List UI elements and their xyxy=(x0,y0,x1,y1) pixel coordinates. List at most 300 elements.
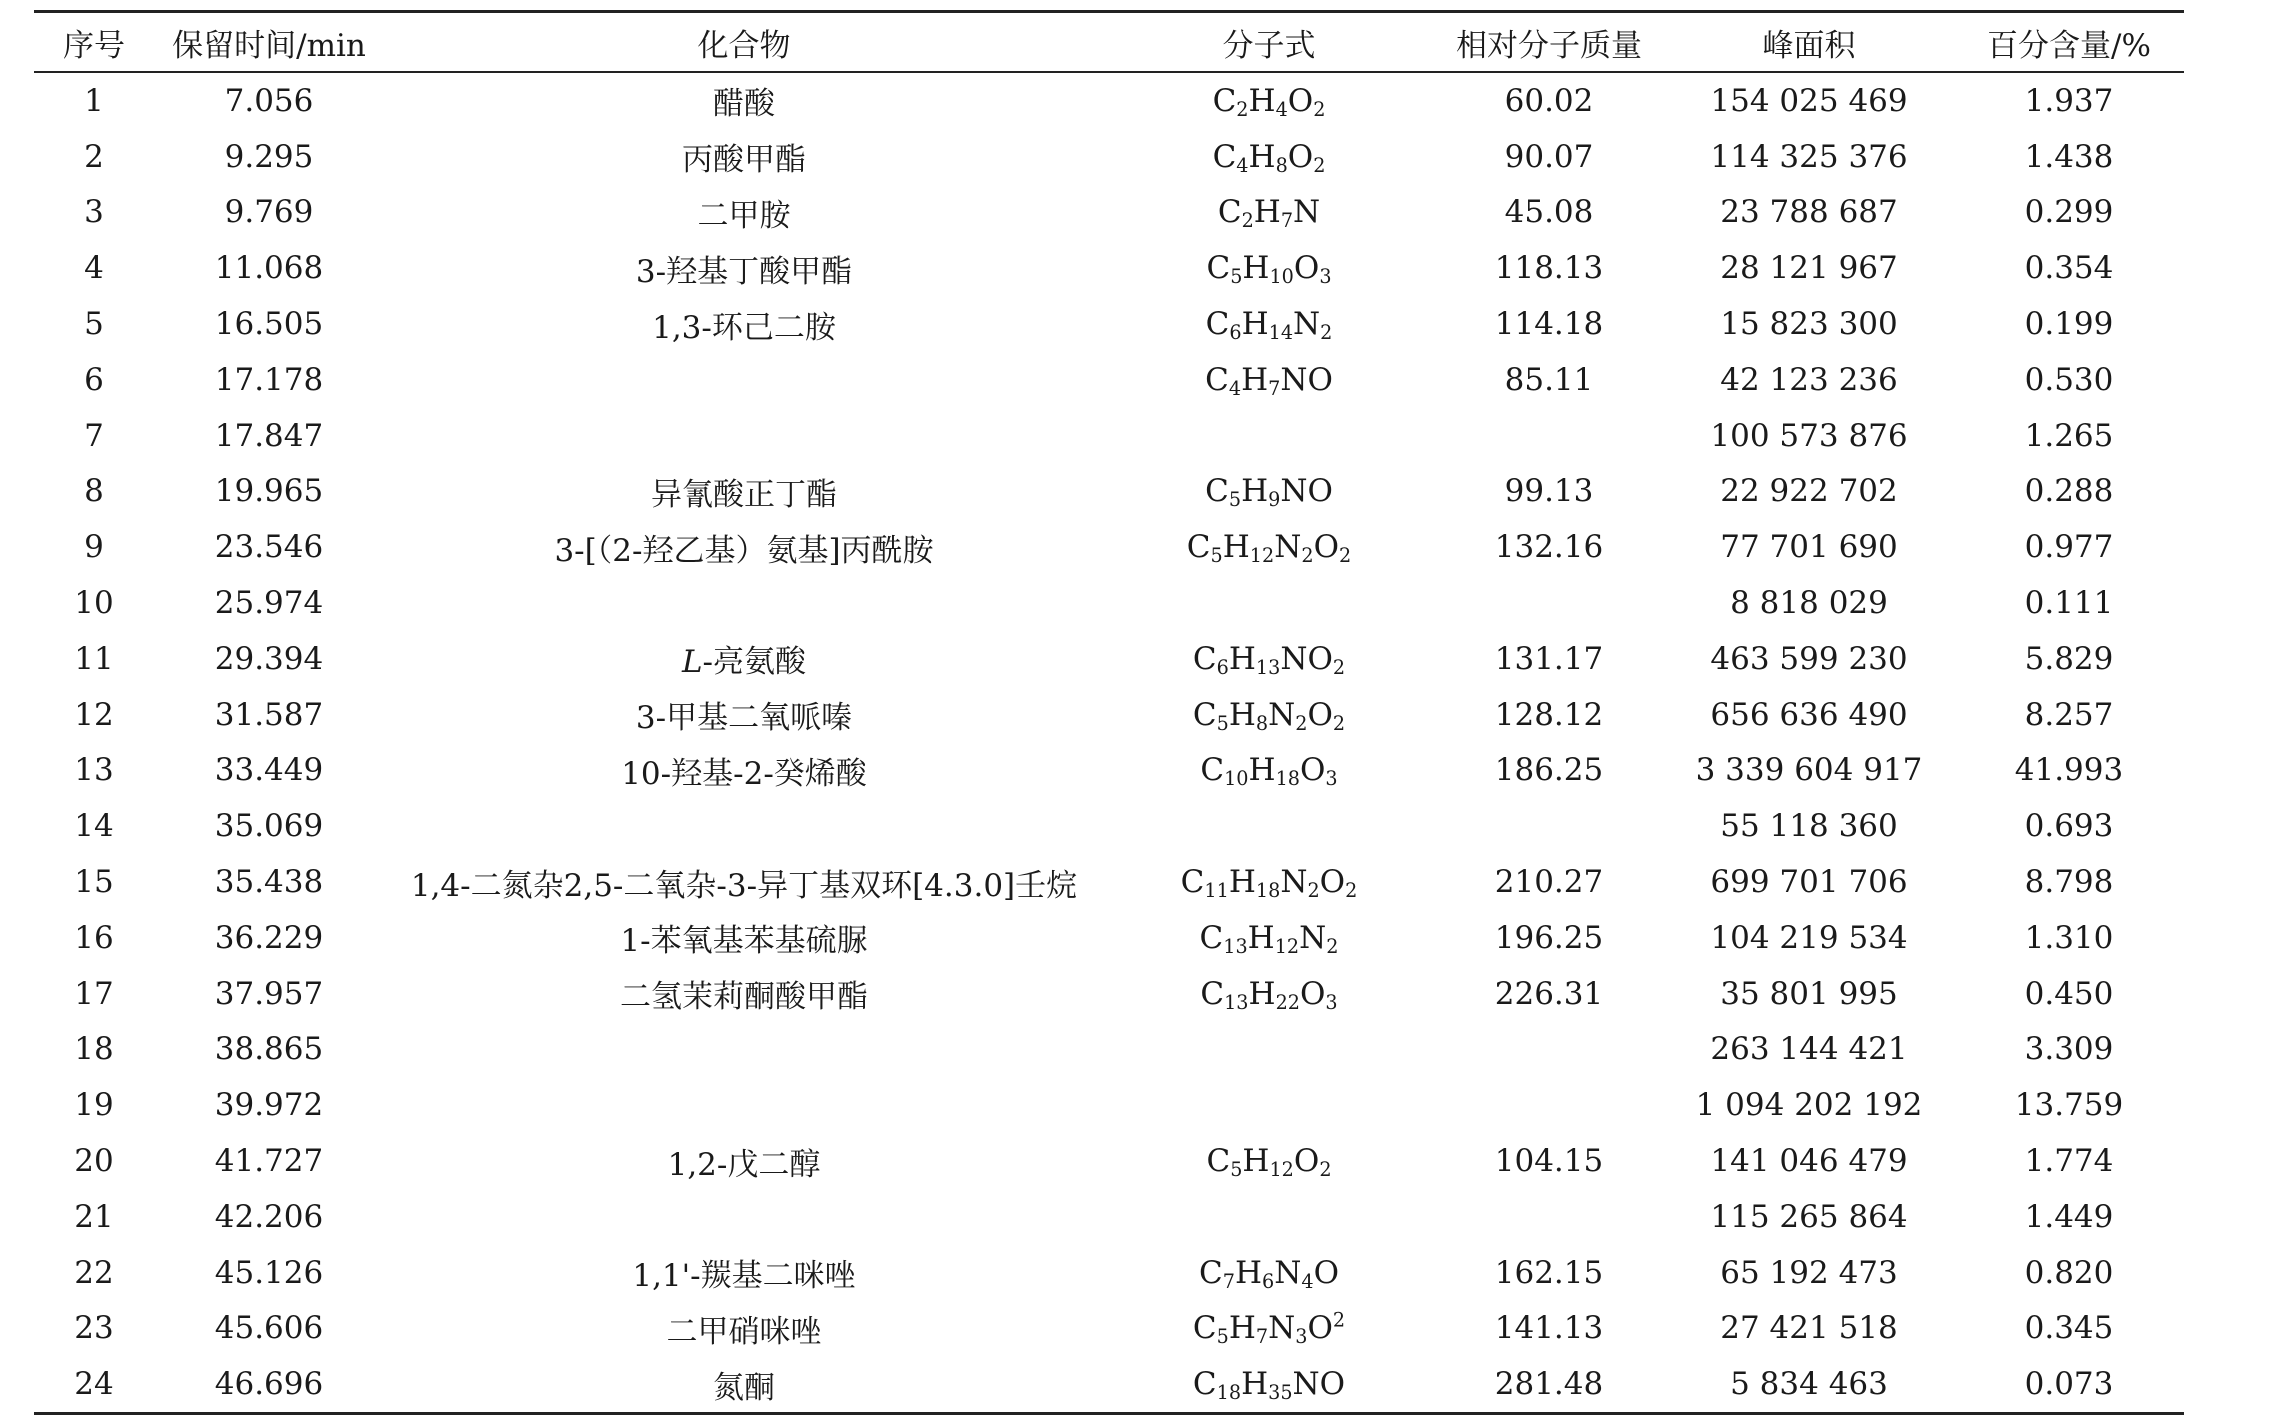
cell-compound xyxy=(384,1133,1104,1189)
cell-retention-time: 41.727 xyxy=(214,1143,324,1180)
formula-part: H xyxy=(1228,640,1256,677)
header-peak-area: 峰面积 xyxy=(1762,27,1856,64)
formula-part: 3 xyxy=(1319,265,1332,289)
formula-part: 9 xyxy=(1268,488,1281,512)
cell-compound xyxy=(384,687,1104,743)
formula-part: H xyxy=(1228,1310,1256,1347)
cell-serial-number: 17 xyxy=(74,975,114,1012)
cell-percent-content: 0.530 xyxy=(2024,361,2114,398)
cell-serial-number: 13 xyxy=(74,752,114,789)
cell-molecular-formula xyxy=(1104,854,1434,910)
cell-retention-time: 42.206 xyxy=(214,1198,324,1235)
cell-percent-content: 8.257 xyxy=(2024,696,2114,733)
formula-part: 7 xyxy=(1268,376,1281,400)
cell-molecular-weight xyxy=(1434,408,1664,464)
formula-part: 4 xyxy=(1301,1269,1314,1293)
cell-serial-number: 2 xyxy=(84,138,104,175)
cell-compound xyxy=(384,854,1104,910)
cell-molecular-weight xyxy=(1434,1189,1664,1245)
formula-part: H xyxy=(1241,306,1269,343)
cell-molecular-formula xyxy=(1104,1356,1434,1413)
formula-part: C xyxy=(1200,975,1225,1012)
formula-part: 2 xyxy=(1326,934,1339,958)
cell-compound xyxy=(384,1356,1104,1413)
formula-part: 12 xyxy=(1269,1157,1294,1181)
cell-peak-area: 27 421 518 xyxy=(1720,1310,1898,1347)
table-row xyxy=(34,1133,2184,1189)
table-row xyxy=(34,519,2184,575)
cell-serial-number: 21 xyxy=(74,1198,114,1235)
cell-peak-area: 65 192 473 xyxy=(1720,1254,1898,1291)
table-row xyxy=(34,1356,2184,1413)
cell-serial-number: 20 xyxy=(74,1143,114,1180)
cell-retention-time: 46.696 xyxy=(214,1366,324,1403)
compound-name: 二甲硝咪唑 xyxy=(666,1313,822,1350)
cell-molecular-weight: 210.27 xyxy=(1494,864,1604,901)
cell-serial-number: 15 xyxy=(74,864,114,901)
formula-part: 3 xyxy=(1325,767,1338,791)
cell-peak-area: 463 599 230 xyxy=(1710,640,1908,677)
formula-part: 10 xyxy=(1224,767,1249,791)
table-row xyxy=(34,798,2184,854)
formula-part: NO xyxy=(1280,640,1333,677)
cell-compound xyxy=(384,185,1104,241)
formula-part: 7 xyxy=(1255,1325,1269,1349)
formula-part: 6 xyxy=(1216,655,1229,679)
compound-table-container xyxy=(34,10,2184,1415)
formula-part: 14 xyxy=(1268,320,1294,344)
formula-part: H xyxy=(1247,919,1275,956)
cell-percent-content: 0.977 xyxy=(2024,529,2114,566)
cell-percent-content: 1.265 xyxy=(2024,417,2114,454)
compound-name: 二氢茉莉酮酸甲酯 xyxy=(620,979,868,1016)
cell-retention-time: 39.972 xyxy=(214,1087,324,1124)
cell-percent-content: 0.820 xyxy=(2024,1254,2114,1291)
formula-part: 4 xyxy=(1275,97,1288,121)
cell-molecular-formula xyxy=(1104,1077,1434,1133)
table-row xyxy=(34,743,2184,799)
cell-molecular-formula xyxy=(1104,352,1434,408)
cell-peak-area: 141 046 479 xyxy=(1710,1143,1908,1180)
formula-part: C xyxy=(1199,1254,1223,1291)
cell-molecular-formula xyxy=(1104,464,1434,520)
formula-part: N xyxy=(1293,306,1321,343)
formula-part: N xyxy=(1268,1310,1296,1347)
formula-part: 35 xyxy=(1268,1381,1293,1405)
cell-retention-time: 9.769 xyxy=(224,194,314,231)
table-row xyxy=(34,1022,2184,1078)
cell-peak-area: 1 094 202 192 xyxy=(1695,1087,1923,1124)
cell-percent-content: 41.993 xyxy=(2014,752,2124,789)
header-serial-number: 序号 xyxy=(63,27,125,64)
table-row xyxy=(34,687,2184,743)
cell-peak-area: 77 701 690 xyxy=(1720,529,1898,566)
cell-serial-number: 11 xyxy=(74,640,114,677)
formula-part: 18 xyxy=(1275,767,1300,791)
cell-retention-time: 38.865 xyxy=(214,1031,324,1068)
cell-retention-time: 17.847 xyxy=(214,417,324,454)
cell-retention-time: 19.965 xyxy=(214,473,324,510)
formula-part: O xyxy=(1300,975,1326,1012)
formula-part: 6 xyxy=(1229,320,1242,344)
compound-name: 1,3-环己二胺 xyxy=(652,309,836,346)
formula-part: N xyxy=(1274,529,1302,566)
formula-part: C xyxy=(1206,1143,1231,1180)
cell-peak-area: 42 123 236 xyxy=(1720,361,1898,398)
formula-part: O xyxy=(1307,1310,1333,1347)
compound-name: 1,1'-羰基二咪唑 xyxy=(632,1258,856,1295)
cell-molecular-weight: 128.12 xyxy=(1494,696,1604,733)
cell-serial-number: 24 xyxy=(74,1366,114,1403)
cell-serial-number: 10 xyxy=(74,585,114,622)
cell-molecular-weight xyxy=(1434,798,1664,854)
cell-peak-area: 114 325 376 xyxy=(1710,138,1908,175)
cell-molecular-weight: 281.48 xyxy=(1494,1366,1604,1403)
table-row xyxy=(34,352,2184,408)
formula-part: C xyxy=(1199,919,1224,956)
table-row xyxy=(34,296,2184,352)
compound-name: 二甲胺 xyxy=(697,197,791,234)
cell-molecular-formula xyxy=(1104,129,1434,185)
cell-molecular-formula xyxy=(1104,631,1434,687)
formula-part: H xyxy=(1241,1366,1269,1403)
cell-molecular-formula xyxy=(1104,519,1434,575)
formula-part: 11 xyxy=(1204,878,1229,902)
header-molecular-formula: 分子式 xyxy=(1222,27,1316,64)
cell-molecular-formula xyxy=(1104,185,1434,241)
formula-part: H xyxy=(1248,82,1276,119)
cell-retention-time: 25.974 xyxy=(214,585,324,622)
cell-compound xyxy=(384,910,1104,966)
table-row xyxy=(34,1189,2184,1245)
cell-compound xyxy=(384,352,1104,408)
cell-serial-number: 5 xyxy=(84,306,104,343)
formula-part: 2 xyxy=(1332,1308,1346,1332)
formula-part: H xyxy=(1242,250,1270,287)
formula-part: H xyxy=(1248,752,1276,789)
cell-molecular-weight: 118.13 xyxy=(1494,250,1604,287)
table-row xyxy=(34,240,2184,296)
cell-compound xyxy=(384,743,1104,799)
formula-part: 4 xyxy=(1236,153,1249,177)
formula-part: 5 xyxy=(1210,544,1223,568)
cell-serial-number: 16 xyxy=(74,919,114,956)
formula-part: O xyxy=(1319,864,1346,901)
formula-part: 2 xyxy=(1295,711,1308,735)
cell-peak-area: 23 788 687 xyxy=(1720,194,1898,231)
compound-italic-prefix: L xyxy=(681,644,703,681)
formula-part: NO xyxy=(1280,473,1333,510)
cell-molecular-formula xyxy=(1104,240,1434,296)
cell-peak-area: 22 922 702 xyxy=(1720,473,1898,510)
cell-molecular-formula xyxy=(1104,798,1434,854)
cell-retention-time: 17.178 xyxy=(214,361,324,398)
cell-retention-time: 35.069 xyxy=(214,808,324,845)
table-row xyxy=(34,575,2184,631)
cell-compound xyxy=(384,72,1104,129)
cell-compound xyxy=(384,631,1104,687)
formula-part: 13 xyxy=(1255,655,1281,679)
cell-peak-area: 35 801 995 xyxy=(1720,975,1898,1012)
formula-part: 8 xyxy=(1255,711,1269,735)
formula-part: C xyxy=(1212,138,1237,175)
cell-compound xyxy=(384,408,1104,464)
cell-serial-number: 8 xyxy=(84,473,104,510)
formula-part: NO xyxy=(1280,361,1333,398)
formula-part: H xyxy=(1228,864,1256,901)
formula-part: C xyxy=(1212,82,1237,119)
cell-peak-area: 15 823 300 xyxy=(1720,306,1898,343)
formula-part: 2 xyxy=(1241,209,1254,233)
formula-part: H xyxy=(1241,473,1269,510)
table-row xyxy=(34,72,2184,129)
formula-part: H xyxy=(1222,529,1250,566)
cell-molecular-formula xyxy=(1104,743,1434,799)
cell-retention-time: 37.957 xyxy=(214,975,324,1012)
cell-molecular-weight: 60.02 xyxy=(1504,82,1594,119)
cell-percent-content: 3.309 xyxy=(2024,1031,2114,1068)
cell-peak-area: 5 834 463 xyxy=(1730,1366,1888,1403)
cell-percent-content: 1.937 xyxy=(2024,82,2114,119)
formula-part: H xyxy=(1242,1143,1270,1180)
formula-part: 13 xyxy=(1223,934,1248,958)
cell-compound xyxy=(384,966,1104,1022)
formula-part: O xyxy=(1313,1254,1339,1291)
table-row xyxy=(34,854,2184,910)
formula-part: C xyxy=(1192,696,1217,733)
formula-part: 22 xyxy=(1275,990,1300,1014)
formula-part: 12 xyxy=(1274,934,1300,958)
cell-compound xyxy=(384,519,1104,575)
compound-name: 10-羟基-2-癸烯酸 xyxy=(621,755,867,792)
cell-serial-number: 23 xyxy=(74,1310,114,1347)
cell-percent-content: 0.693 xyxy=(2024,808,2114,845)
formula-part: C xyxy=(1205,473,1229,510)
formula-part: H xyxy=(1234,1254,1262,1291)
formula-part: 2 xyxy=(1332,655,1346,679)
formula-part: 5 xyxy=(1228,488,1242,512)
cell-compound xyxy=(384,1022,1104,1078)
formula-part: 2 xyxy=(1236,97,1249,121)
compound-name: 异氰酸正丁酯 xyxy=(651,476,837,513)
formula-part: 4 xyxy=(1228,376,1242,400)
cell-compound xyxy=(384,575,1104,631)
formula-part: O xyxy=(1293,250,1320,287)
formula-part: H xyxy=(1248,975,1276,1012)
formula-part: C xyxy=(1192,1310,1217,1347)
cell-percent-content: 1.438 xyxy=(2024,138,2114,175)
cell-peak-area: 115 265 864 xyxy=(1710,1198,1908,1235)
formula-part: N xyxy=(1299,919,1327,956)
cell-serial-number: 4 xyxy=(84,250,104,287)
cell-compound xyxy=(384,1301,1104,1357)
cell-molecular-weight: 226.31 xyxy=(1494,975,1604,1012)
header-retention-time: 保留时间/min xyxy=(172,27,366,64)
cell-percent-content: 0.073 xyxy=(2024,1366,2114,1403)
cell-retention-time: 7.056 xyxy=(224,82,314,119)
table-row xyxy=(34,464,2184,520)
cell-percent-content: 0.345 xyxy=(2024,1310,2114,1347)
formula-part: N xyxy=(1268,696,1296,733)
formula-part: 2 xyxy=(1313,153,1326,177)
header-molecular-weight: 相对分子质量 xyxy=(1456,27,1642,64)
formula-part: 18 xyxy=(1216,1381,1242,1405)
table-row xyxy=(34,1077,2184,1133)
cell-serial-number: 14 xyxy=(74,808,114,845)
cell-molecular-formula xyxy=(1104,72,1434,129)
formula-part: 5 xyxy=(1216,1325,1229,1349)
cell-compound xyxy=(384,129,1104,185)
compound-name: 1,2-戊二醇 xyxy=(667,1146,821,1183)
formula-part: 7 xyxy=(1280,209,1294,233)
cell-percent-content: 0.450 xyxy=(2024,975,2114,1012)
cell-peak-area: 263 144 421 xyxy=(1710,1031,1908,1068)
formula-part: C xyxy=(1205,361,1229,398)
formula-part: 18 xyxy=(1255,878,1281,902)
formula-part: 2 xyxy=(1332,711,1346,735)
cell-retention-time: 35.438 xyxy=(214,864,324,901)
cell-percent-content: 0.354 xyxy=(2024,250,2114,287)
formula-part: O xyxy=(1307,696,1333,733)
formula-part: 10 xyxy=(1269,265,1294,289)
cell-molecular-formula xyxy=(1104,1022,1434,1078)
formula-part: C xyxy=(1180,864,1205,901)
formula-part: C xyxy=(1205,306,1230,343)
formula-part: 13 xyxy=(1224,990,1249,1014)
cell-percent-content: 1.774 xyxy=(2024,1143,2114,1180)
cell-molecular-formula xyxy=(1104,1301,1434,1357)
compound-table xyxy=(34,10,2184,1415)
formula-part: O xyxy=(1293,1143,1320,1180)
cell-molecular-weight: 132.16 xyxy=(1494,529,1604,566)
compound-name: -亮氨酸 xyxy=(702,644,807,681)
compound-name: 丙酸甲酯 xyxy=(682,142,806,179)
cell-peak-area: 104 219 534 xyxy=(1710,919,1908,956)
cell-retention-time: 29.394 xyxy=(214,640,324,677)
cell-compound xyxy=(384,464,1104,520)
table-body xyxy=(34,72,2184,1414)
formula-part: 2 xyxy=(1319,1157,1332,1181)
cell-molecular-weight xyxy=(1434,575,1664,631)
formula-part: C xyxy=(1186,529,1211,566)
cell-molecular-weight: 131.17 xyxy=(1494,640,1604,677)
cell-retention-time: 16.505 xyxy=(214,306,324,343)
cell-molecular-formula xyxy=(1104,1189,1434,1245)
cell-retention-time: 9.295 xyxy=(224,138,314,175)
cell-percent-content: 0.288 xyxy=(2024,473,2114,510)
cell-serial-number: 6 xyxy=(84,361,104,398)
cell-molecular-formula xyxy=(1104,1133,1434,1189)
cell-percent-content: 8.798 xyxy=(2024,864,2114,901)
cell-compound xyxy=(384,1189,1104,1245)
cell-retention-time: 33.449 xyxy=(214,752,324,789)
formula-part: C xyxy=(1217,194,1242,231)
formula-part: O xyxy=(1287,82,1314,119)
table-row xyxy=(34,966,2184,1022)
table-header xyxy=(34,12,2184,73)
formula-part: N xyxy=(1274,1254,1302,1291)
cell-retention-time: 23.546 xyxy=(214,529,324,566)
cell-serial-number: 19 xyxy=(74,1087,114,1124)
cell-peak-area: 154 025 469 xyxy=(1710,82,1908,119)
compound-name: 1-苯氧基苯基硫脲 xyxy=(620,923,868,960)
cell-retention-time: 36.229 xyxy=(214,919,324,956)
cell-serial-number: 22 xyxy=(74,1254,114,1291)
formula-part: 3 xyxy=(1325,990,1338,1014)
cell-molecular-weight: 141.13 xyxy=(1494,1310,1604,1347)
formula-part: NO xyxy=(1292,1366,1346,1403)
cell-molecular-formula xyxy=(1104,966,1434,1022)
formula-part: 7 xyxy=(1222,1269,1235,1293)
formula-part: H xyxy=(1248,138,1276,175)
cell-peak-area: 8 818 029 xyxy=(1730,585,1888,622)
compound-name: 3-[（2-羟乙基）氨基]丙酰胺 xyxy=(554,532,934,569)
cell-compound xyxy=(384,798,1104,854)
formula-part: O xyxy=(1287,138,1314,175)
formula-part: C xyxy=(1192,640,1217,677)
table-row xyxy=(34,1245,2184,1301)
cell-percent-content: 1.310 xyxy=(2024,919,2114,956)
formula-part: H xyxy=(1253,194,1281,231)
table-row xyxy=(34,1301,2184,1357)
cell-percent-content: 13.759 xyxy=(2014,1087,2124,1124)
header-percent-content: 百分含量/% xyxy=(1987,27,2151,64)
formula-part: H xyxy=(1228,696,1256,733)
cell-molecular-formula xyxy=(1104,1245,1434,1301)
formula-part: C xyxy=(1192,1366,1217,1403)
formula-part: 12 xyxy=(1249,544,1275,568)
cell-retention-time: 45.126 xyxy=(214,1254,324,1291)
table-row xyxy=(34,910,2184,966)
formula-part: N xyxy=(1280,864,1308,901)
formula-part: 2 xyxy=(1338,544,1352,568)
cell-compound xyxy=(384,1077,1104,1133)
formula-part: C xyxy=(1206,250,1231,287)
cell-percent-content: 0.299 xyxy=(2024,194,2114,231)
cell-molecular-weight: 90.07 xyxy=(1504,138,1594,175)
formula-part: N xyxy=(1293,194,1321,231)
cell-serial-number: 9 xyxy=(84,529,104,566)
cell-peak-area: 699 701 706 xyxy=(1710,864,1908,901)
formula-part: 2 xyxy=(1307,878,1320,902)
cell-peak-area: 55 118 360 xyxy=(1720,808,1898,845)
formula-part: O xyxy=(1313,529,1339,566)
header-row xyxy=(34,12,2184,73)
cell-molecular-weight: 196.25 xyxy=(1494,919,1604,956)
cell-retention-time: 45.606 xyxy=(214,1310,324,1347)
table-row xyxy=(34,408,2184,464)
cell-peak-area: 28 121 967 xyxy=(1720,250,1898,287)
formula-part: 2 xyxy=(1301,544,1314,568)
cell-percent-content: 5.829 xyxy=(2024,640,2114,677)
table-row xyxy=(34,129,2184,185)
compound-name: 醋酸 xyxy=(713,86,775,123)
formula-part: 5 xyxy=(1230,1157,1243,1181)
cell-compound xyxy=(384,240,1104,296)
formula-part: 5 xyxy=(1216,711,1229,735)
cell-serial-number: 3 xyxy=(84,194,104,231)
cell-peak-area: 3 339 604 917 xyxy=(1695,752,1923,789)
formula-part: 3 xyxy=(1295,1325,1308,1349)
cell-percent-content: 0.111 xyxy=(2024,585,2114,622)
cell-serial-number: 12 xyxy=(74,696,114,733)
cell-molecular-weight: 45.08 xyxy=(1504,194,1594,231)
formula-part: 2 xyxy=(1345,878,1358,902)
header-compound: 化合物 xyxy=(697,27,791,64)
cell-molecular-weight: 162.15 xyxy=(1494,1254,1604,1291)
cell-molecular-formula xyxy=(1104,687,1434,743)
cell-peak-area: 656 636 490 xyxy=(1710,696,1908,733)
